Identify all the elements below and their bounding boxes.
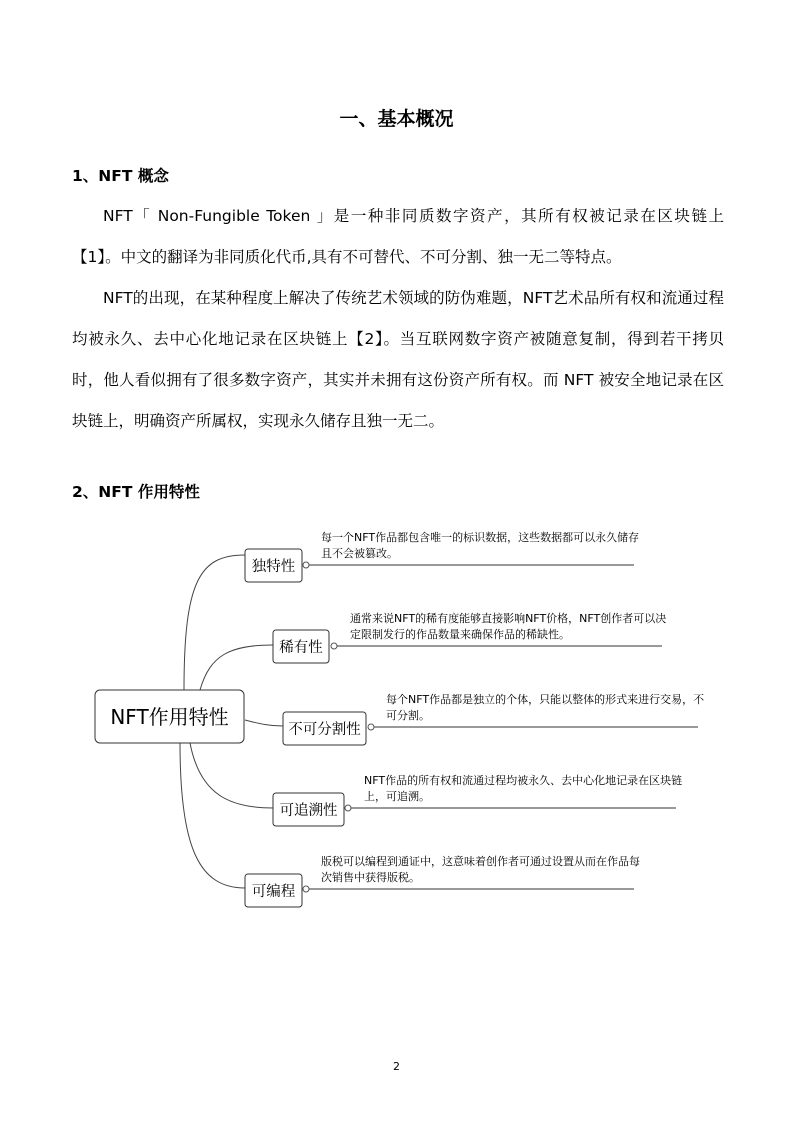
connector [200, 645, 273, 690]
nft-concept-body [72, 196, 724, 442]
subsection-heading-nft-features: 2、NFT 作用特性 [72, 483, 200, 501]
connector [180, 743, 245, 888]
branch-desc-line: 可分割。 [386, 709, 430, 722]
branch-desc-line: 每一个NFT作品都包含唯一的标识数据，这些数据都可以永久储存 [321, 531, 640, 544]
paragraph: NFT的出现，在某种程度上解决了传统艺术领域的防伪难题，NFT艺术品所有权和流通过程均被永久、去中心化地记录在区块链上【2】。当互联网数字资产被随意复制，得到若干拷贝时，他人看似拥有了很多数字资产，其实并未拥有这份资产所有权。而 NFT 被安全地记录在区块链上，明确资产所属权，实现永久储存且独一无二。 [72, 289, 724, 430]
connector [184, 555, 245, 690]
section-title: 一、基本概况 [339, 108, 454, 130]
page-number: 2 [393, 1060, 400, 1073]
branch-desc-line: 每个NFT作品都是独立的个体，只能以整体的形式来进行交易，不 [386, 693, 705, 706]
branch-traceability [273, 773, 682, 826]
branch-desc-line: 通常来说NFT的稀有度能够直接影响NFT价格，NFT创作者可以决 [350, 612, 667, 625]
branch-desc-line: NFT作品的所有权和流通过程均被永久、去中心化地记录在区块链 [364, 774, 683, 787]
branch-label: 独特性 [251, 559, 296, 575]
branch-rarity [273, 611, 666, 663]
branch-desc-line: 定限制发行的作品数量来确保作品的稀缺性。 [350, 628, 570, 641]
connector [190, 743, 273, 808]
branch-desc-line: 版税可以编程到通证中，这意味着创作者可通过设置从而在作品每 [321, 855, 640, 868]
branch-label: 可追溯性 [279, 803, 338, 819]
paragraph: NFT「 Non-Fungible Token 」是一种非同质数字资产，其所有权被记录在区块链上【1】。中文的翻译为非同质化代币,具有不可替代、不可分割、独一无二等特点。 [72, 207, 724, 266]
mindmap [0, 510, 793, 920]
branch-uniqueness [245, 530, 639, 582]
branch-label: 稀有性 [279, 640, 323, 656]
connector [245, 720, 283, 726]
branch-desc-line: 上，可追溯。 [364, 790, 430, 803]
branch-desc-line: 且不会被篡改。 [321, 547, 398, 560]
branch-label: 可编程 [251, 884, 296, 900]
branch-label: 不可分割性 [288, 722, 361, 738]
branch-indivisibility [283, 692, 704, 745]
branch-desc-line: 次销售中获得版税。 [321, 871, 420, 884]
subsection-heading-nft-concept: 1、NFT 概念 [72, 167, 169, 185]
mindmap-root: NFT作用特性 [110, 705, 229, 729]
branch-programmability [245, 854, 640, 907]
